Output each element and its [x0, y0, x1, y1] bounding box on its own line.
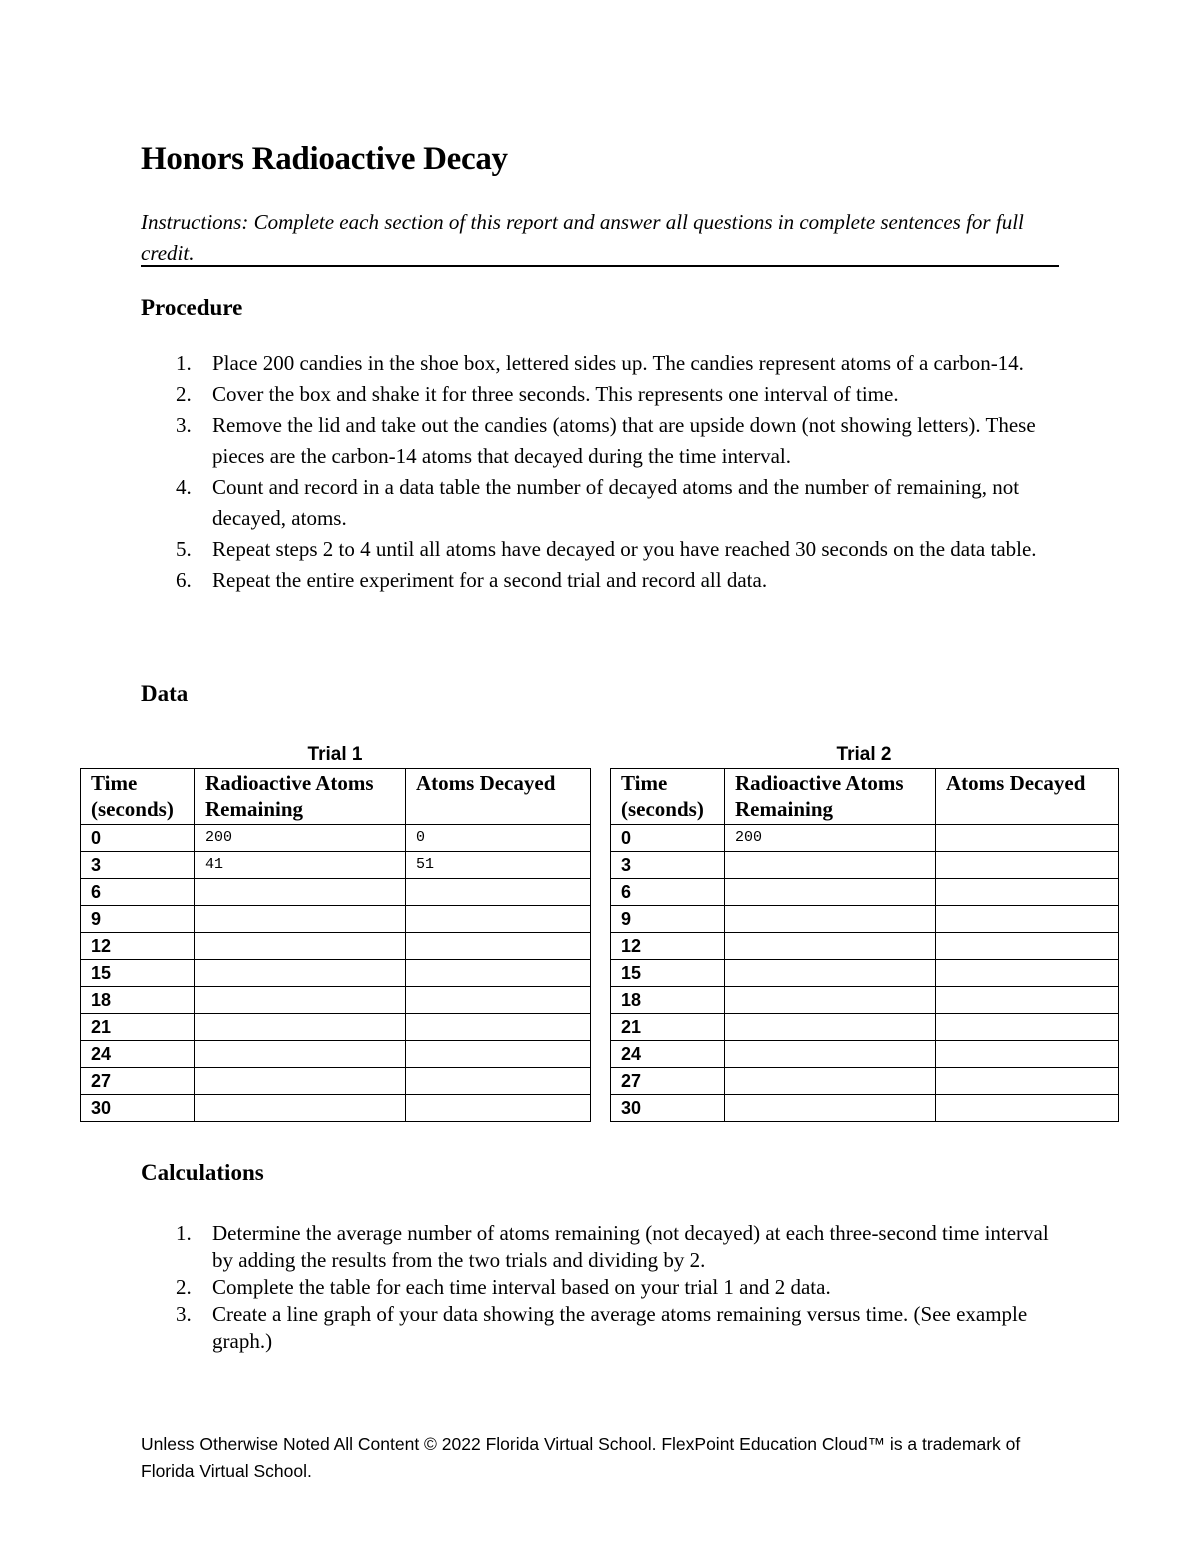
time-cell: 27	[81, 1068, 195, 1095]
table-header-row	[81, 769, 591, 825]
procedure-step: 6. Repeat the entire experiment for a second trial and record all data.	[176, 568, 768, 592]
copyright-footer: Unless Otherwise Noted All Content © 2022 Florida Virtual School. FlexPoint Education Cloud™ is a trademark of Florida Virtual School.	[141, 1434, 1021, 1481]
trial-1-table	[80, 768, 591, 1122]
procedure-list	[172, 348, 1052, 596]
document-title: Honors Radioactive Decay	[141, 141, 508, 177]
procedure-step: 1. Place 200 candies in the shoe box, lettered sides up. The candies represent atoms of a carbon-14.	[176, 351, 1024, 375]
column-header-time: Time (seconds)	[611, 769, 725, 825]
trial-2-label: Trial 2	[836, 744, 892, 765]
atoms-remaining-cell[interactable]	[725, 1041, 936, 1068]
atoms-decayed-cell[interactable]	[406, 933, 591, 960]
atoms-remaining-cell[interactable]	[195, 1095, 406, 1122]
atoms-decayed-cell[interactable]	[936, 825, 1119, 852]
column-header-decayed: Atoms Decayed	[406, 769, 591, 825]
procedure-step: 2. Cover the box and shake it for three seconds. This represents one interval of time.	[176, 382, 899, 406]
atoms-remaining-cell[interactable]: 200	[195, 825, 406, 852]
table-row	[611, 825, 1119, 852]
table-row	[81, 1095, 591, 1122]
trial-1-label: Trial 1	[307, 744, 363, 765]
atoms-decayed-cell[interactable]	[406, 906, 591, 933]
data-heading: Data	[141, 681, 189, 706]
atoms-decayed-cell[interactable]	[936, 852, 1119, 879]
time-cell: 6	[81, 879, 195, 906]
atoms-decayed-cell[interactable]	[936, 960, 1119, 987]
time-cell: 21	[611, 1014, 725, 1041]
time-cell: 15	[611, 960, 725, 987]
table-row	[611, 852, 1119, 879]
atoms-decayed-cell[interactable]	[406, 879, 591, 906]
column-header-time: Time (seconds)	[81, 769, 195, 825]
atoms-decayed-cell[interactable]: 0	[406, 825, 591, 852]
time-cell: 3	[81, 852, 195, 879]
atoms-remaining-cell[interactable]	[195, 960, 406, 987]
time-cell: 0	[81, 825, 195, 852]
atoms-decayed-cell[interactable]	[936, 1014, 1119, 1041]
table-row	[611, 1095, 1119, 1122]
time-cell: 9	[81, 906, 195, 933]
atoms-remaining-cell[interactable]: 41	[195, 852, 406, 879]
atoms-decayed-cell[interactable]: 51	[406, 852, 591, 879]
table-row	[81, 1068, 591, 1095]
atoms-remaining-cell[interactable]	[725, 933, 936, 960]
procedure-step: 5. Repeat steps 2 to 4 until all atoms have decayed or you have reached 30 seconds on the data table.	[176, 537, 1037, 561]
table-row	[81, 906, 591, 933]
time-cell: 18	[611, 987, 725, 1014]
calculations-heading: Calculations	[141, 1160, 264, 1185]
table-row	[81, 852, 591, 879]
atoms-decayed-cell[interactable]	[936, 879, 1119, 906]
table-row	[81, 987, 591, 1014]
table-row	[611, 933, 1119, 960]
calculation-step: 2. Complete the table for each time interval based on your trial 1 and 2 data.	[176, 1275, 831, 1299]
time-cell: 30	[611, 1095, 725, 1122]
time-cell: 21	[81, 1014, 195, 1041]
table-row	[81, 879, 591, 906]
atoms-remaining-cell[interactable]	[195, 933, 406, 960]
table-row	[611, 1014, 1119, 1041]
calculation-step: 3. Create a line graph of your data showing the average atoms remaining versus time. (See example graph.)	[176, 1302, 1028, 1353]
trial-2-table	[610, 768, 1119, 1122]
table-row	[81, 960, 591, 987]
time-cell: 15	[81, 960, 195, 987]
atoms-decayed-cell[interactable]	[406, 1041, 591, 1068]
atoms-decayed-cell[interactable]	[406, 1014, 591, 1041]
procedure-step: 4. Count and record in a data table the number of decayed atoms and the number of remaining, not decayed, atoms.	[176, 475, 1020, 530]
table-row	[611, 960, 1119, 987]
atoms-decayed-cell[interactable]	[936, 906, 1119, 933]
calculation-step: 1. Determine the average number of atoms remaining (not decayed) at each three-second time interval by adding the results from the two trials and dividing by 2.	[176, 1221, 1049, 1272]
table-header-row	[611, 769, 1119, 825]
procedure-heading: Procedure	[141, 295, 243, 320]
atoms-remaining-cell[interactable]	[725, 879, 936, 906]
atoms-decayed-cell[interactable]	[406, 1095, 591, 1122]
atoms-decayed-cell[interactable]	[936, 1095, 1119, 1122]
procedure-step: 3. Remove the lid and take out the candies (atoms) that are upside down (not showing letters). These pieces are the carbon-14 atoms that decayed during the time interval.	[176, 413, 1036, 468]
atoms-remaining-cell[interactable]	[195, 987, 406, 1014]
atoms-remaining-cell[interactable]	[195, 906, 406, 933]
time-cell: 30	[81, 1095, 195, 1122]
atoms-decayed-cell[interactable]	[406, 987, 591, 1014]
atoms-remaining-cell[interactable]	[195, 1041, 406, 1068]
atoms-decayed-cell[interactable]	[936, 987, 1119, 1014]
atoms-decayed-cell[interactable]	[406, 960, 591, 987]
time-cell: 12	[81, 933, 195, 960]
table-row	[81, 1041, 591, 1068]
atoms-remaining-cell[interactable]	[725, 852, 936, 879]
time-cell: 9	[611, 906, 725, 933]
atoms-decayed-cell[interactable]	[936, 1068, 1119, 1095]
column-header-remaining: Radioactive Atoms Remaining	[195, 769, 406, 825]
atoms-remaining-cell[interactable]	[195, 879, 406, 906]
time-cell: 24	[611, 1041, 725, 1068]
atoms-remaining-cell[interactable]: 200	[725, 825, 936, 852]
column-header-decayed: Atoms Decayed	[936, 769, 1119, 825]
table-row	[81, 933, 591, 960]
time-cell: 3	[611, 852, 725, 879]
atoms-remaining-cell[interactable]	[725, 1095, 936, 1122]
time-cell: 12	[611, 933, 725, 960]
calculations-list	[172, 1220, 1052, 1355]
time-cell: 18	[81, 987, 195, 1014]
table-row	[611, 1068, 1119, 1095]
time-cell: 0	[611, 825, 725, 852]
time-cell: 24	[81, 1041, 195, 1068]
instructions-text: Instructions: Complete each section of this report and answer all questions in complete sentences for full credit.	[141, 210, 1024, 265]
table-row	[81, 825, 591, 852]
atoms-remaining-cell[interactable]	[725, 906, 936, 933]
atoms-decayed-cell[interactable]	[936, 933, 1119, 960]
instructions-divider	[141, 265, 1059, 267]
atoms-decayed-cell[interactable]	[936, 1041, 1119, 1068]
time-cell: 6	[611, 879, 725, 906]
table-row	[611, 879, 1119, 906]
atoms-remaining-cell[interactable]	[195, 1014, 406, 1041]
atoms-remaining-cell[interactable]	[725, 960, 936, 987]
table-row	[81, 1014, 591, 1041]
atoms-remaining-cell[interactable]	[195, 1068, 406, 1095]
time-cell: 27	[611, 1068, 725, 1095]
table-row	[611, 1041, 1119, 1068]
atoms-remaining-cell[interactable]	[725, 1068, 936, 1095]
table-row	[611, 906, 1119, 933]
table-row	[611, 987, 1119, 1014]
column-header-remaining: Radioactive Atoms Remaining	[725, 769, 936, 825]
atoms-remaining-cell[interactable]	[725, 987, 936, 1014]
atoms-remaining-cell[interactable]	[725, 1014, 936, 1041]
atoms-decayed-cell[interactable]	[406, 1068, 591, 1095]
